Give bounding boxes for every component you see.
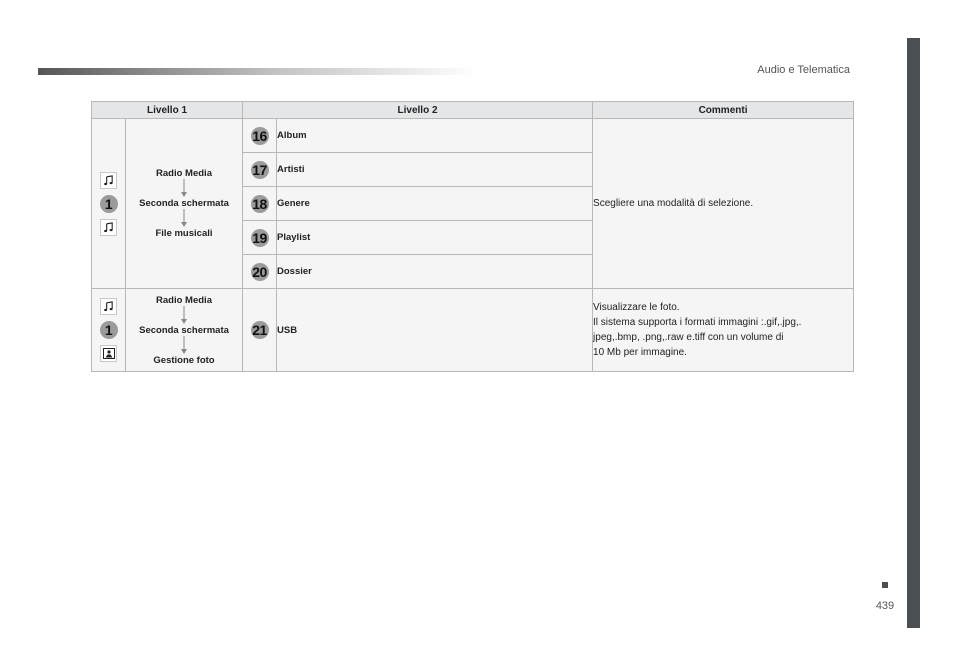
comment-line: 10 Mb per immagine. bbox=[593, 347, 687, 358]
item-comment: Scegliere una modalità di selezione. bbox=[593, 119, 854, 289]
arrow-down-icon bbox=[180, 306, 188, 325]
path-step: Seconda schermata bbox=[139, 198, 229, 209]
level1-path bbox=[126, 289, 243, 372]
photo-icon bbox=[100, 345, 117, 362]
item-label: USB bbox=[277, 289, 593, 372]
item-label: Artisti bbox=[277, 153, 593, 187]
path-step: Radio Media bbox=[156, 294, 212, 306]
item-label: Dossier bbox=[277, 255, 593, 289]
path-step: File musicali bbox=[155, 228, 213, 239]
item-number: 16 bbox=[243, 119, 277, 153]
column-header: Livello 2 bbox=[243, 102, 593, 119]
header-gradient-bar bbox=[38, 68, 478, 75]
step-badge: 1 bbox=[100, 321, 118, 339]
item-label: Genere bbox=[277, 187, 593, 221]
arrow-down-icon bbox=[180, 209, 188, 228]
arrow-down-icon bbox=[180, 179, 188, 198]
level1-icons bbox=[92, 119, 126, 289]
table-row bbox=[92, 289, 854, 372]
column-header: Commenti bbox=[593, 102, 854, 119]
table-header-row bbox=[92, 102, 854, 119]
column-header: Livello 1 bbox=[92, 102, 243, 119]
music-note-icon bbox=[100, 219, 117, 236]
item-number: 17 bbox=[243, 153, 277, 187]
comment-line: jpeg,.bmp, .png,.raw e.tiff con un volume di bbox=[593, 332, 784, 343]
music-note-icon bbox=[100, 298, 117, 315]
comment-line: Visualizzare le foto. bbox=[593, 302, 680, 313]
section-title: Audio e Telematica bbox=[757, 64, 850, 76]
level1-path bbox=[126, 119, 243, 289]
comment-line: Il sistema supporta i formati immagini :.gif,.jpg,. bbox=[593, 317, 802, 328]
menu-table bbox=[91, 101, 854, 372]
page-number: 439 bbox=[875, 600, 895, 612]
music-note-icon bbox=[100, 172, 117, 189]
side-edge-strip bbox=[907, 38, 920, 628]
path-step: Gestione foto bbox=[153, 354, 215, 366]
item-label: Playlist bbox=[277, 221, 593, 255]
page-marker bbox=[882, 582, 888, 588]
item-comment bbox=[593, 289, 854, 372]
step-badge: 1 bbox=[100, 195, 118, 213]
table-row bbox=[92, 119, 854, 153]
item-number: 20 bbox=[243, 255, 277, 289]
level1-icons bbox=[92, 289, 126, 372]
item-number: 18 bbox=[243, 187, 277, 221]
arrow-down-icon bbox=[180, 336, 188, 355]
item-number: 21 bbox=[243, 289, 277, 372]
path-step: Radio Media bbox=[156, 168, 212, 179]
item-number: 19 bbox=[243, 221, 277, 255]
path-step: Seconda schermata bbox=[139, 324, 229, 336]
item-label: Album bbox=[277, 119, 593, 153]
